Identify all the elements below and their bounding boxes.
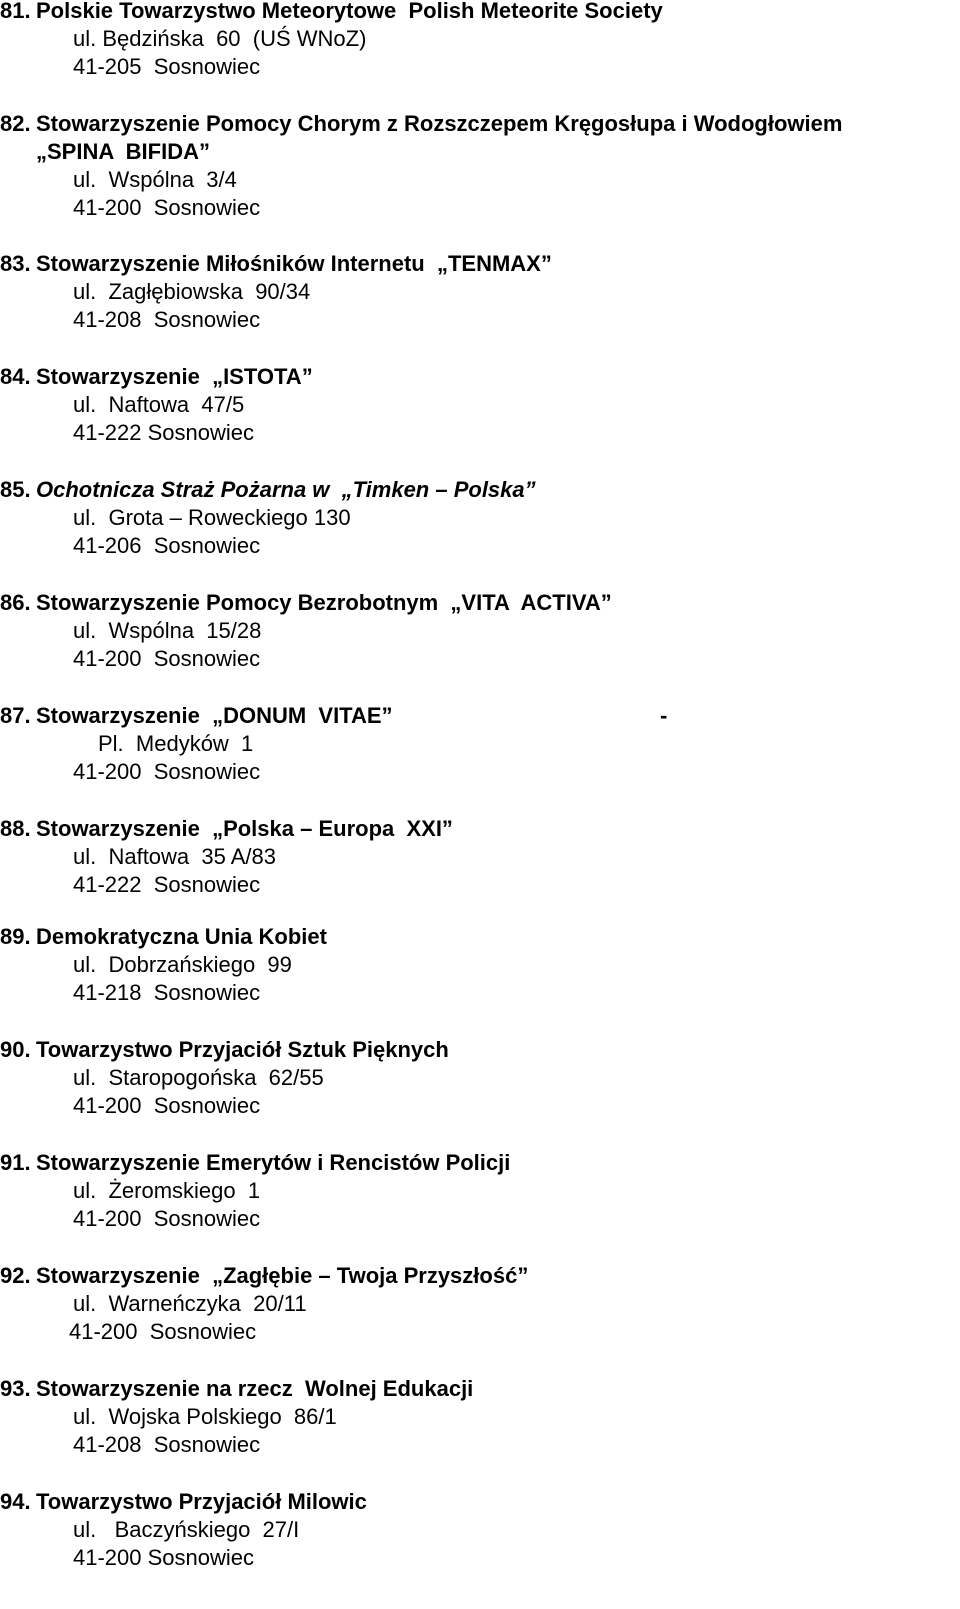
entry-number: 92. xyxy=(0,1263,31,1288)
entry-street: ul. Będzińska 60 (UŚ WNoZ) xyxy=(73,26,367,51)
entry-street: ul. Naftowa 35 A/83 xyxy=(73,844,277,869)
entry-number: 87. xyxy=(0,703,31,728)
entry-city: 41-222 Sosnowiec xyxy=(73,872,261,897)
entry-number: 93. xyxy=(0,1376,31,1401)
entry-city: 41-200 Sosnowiec xyxy=(73,759,261,784)
entry-city: 41-200 Sosnowiec xyxy=(73,195,261,220)
entry-city: 41-200 Sosnowiec xyxy=(73,1093,261,1118)
entry-street: ul. Dobrzańskiego 99 xyxy=(73,952,292,977)
entry-trailing-dash: - xyxy=(660,703,668,728)
entry-street: ul. Grota – Roweckiego 130 xyxy=(73,505,351,530)
entry-city: 41-200 Sosnowiec xyxy=(73,1206,261,1231)
entry-street: ul. Wspólna 15/28 xyxy=(73,618,262,643)
entry-street: ul. Wojska Polskiego 86/1 xyxy=(73,1404,337,1429)
entry-name: Stowarzyszenie „DONUM VITAE” xyxy=(36,703,393,728)
entry-number: 88. xyxy=(0,816,31,841)
entry-number: 81. xyxy=(0,0,31,23)
entry-city: 41-200 Sosnowiec xyxy=(73,1545,255,1570)
entry-number: 82. xyxy=(0,111,31,136)
entry-city: 41-205 Sosnowiec xyxy=(73,54,261,79)
entry-street: ul. Staropogońska 62/55 xyxy=(73,1065,324,1090)
entry-number: 86. xyxy=(0,590,31,615)
entry-number: 85. xyxy=(0,477,31,502)
entry-city: 41-222 Sosnowiec xyxy=(73,420,255,445)
entry-city: 41-208 Sosnowiec xyxy=(73,1432,261,1457)
entry-number: 89. xyxy=(0,924,31,949)
entry-name: Ochotnicza Straż Pożarna w „Timken – Polska” xyxy=(36,477,536,502)
entry-name: Stowarzyszenie Miłośników Internetu „TENMAX” xyxy=(36,251,552,276)
entry-number: 91. xyxy=(0,1150,31,1175)
entry-name: Stowarzyszenie na rzecz Wolnej Edukacji xyxy=(36,1376,474,1401)
entry-street: Pl. Medyków 1 xyxy=(98,731,254,756)
entry-number: 84. xyxy=(0,364,31,389)
entry-city: 41-218 Sosnowiec xyxy=(73,980,261,1005)
entry-name: Stowarzyszenie „ISTOTA” xyxy=(36,364,313,389)
entry-city: 41-208 Sosnowiec xyxy=(73,307,261,332)
entry-number: 90. xyxy=(0,1037,31,1062)
entry-street: ul. Warneńczyka 20/11 xyxy=(73,1291,307,1316)
entry-street: ul. Baczyńskiego 27/I xyxy=(73,1517,300,1542)
entry-name: Polskie Towarzystwo Meteorytowe Polish Meteorite Society xyxy=(36,0,663,23)
entry-name: Stowarzyszenie „Polska – Europa XXI” xyxy=(36,816,453,841)
entry-name: Towarzystwo Przyjaciół Sztuk Pięknych xyxy=(36,1037,449,1062)
entry-name: Stowarzyszenie Emerytów i Rencistów Policji xyxy=(36,1150,511,1175)
entry-street: ul. Wspólna 3/4 xyxy=(73,167,237,192)
entry-street: ul. Naftowa 47/5 xyxy=(73,392,245,417)
entry-city: 41-200 Sosnowiec xyxy=(73,646,261,671)
entry-name: Demokratyczna Unia Kobiet xyxy=(36,924,327,949)
entry-number: 83. xyxy=(0,251,31,276)
entry-city: 41-200 Sosnowiec xyxy=(69,1319,257,1344)
entry-street: ul. Zagłębiowska 90/34 xyxy=(73,279,311,304)
entry-street: ul. Żeromskiego 1 xyxy=(73,1178,261,1203)
entry-name: Towarzystwo Przyjaciół Milowic xyxy=(36,1489,367,1514)
entry-name: Stowarzyszenie „Zagłębie – Twoja Przyszłość” xyxy=(36,1263,529,1288)
entry-city: 41-206 Sosnowiec xyxy=(73,533,261,558)
entry-number: 94. xyxy=(0,1489,31,1514)
entry-name: Stowarzyszenie Pomocy Bezrobotnym „VITA ACTIVA” xyxy=(36,590,612,615)
entry-name-line2: „SPINA BIFIDA” xyxy=(36,139,210,164)
entry-name: Stowarzyszenie Pomocy Chorym z Rozszczepem Kręgosłupa i Wodogłowiem xyxy=(36,111,843,136)
